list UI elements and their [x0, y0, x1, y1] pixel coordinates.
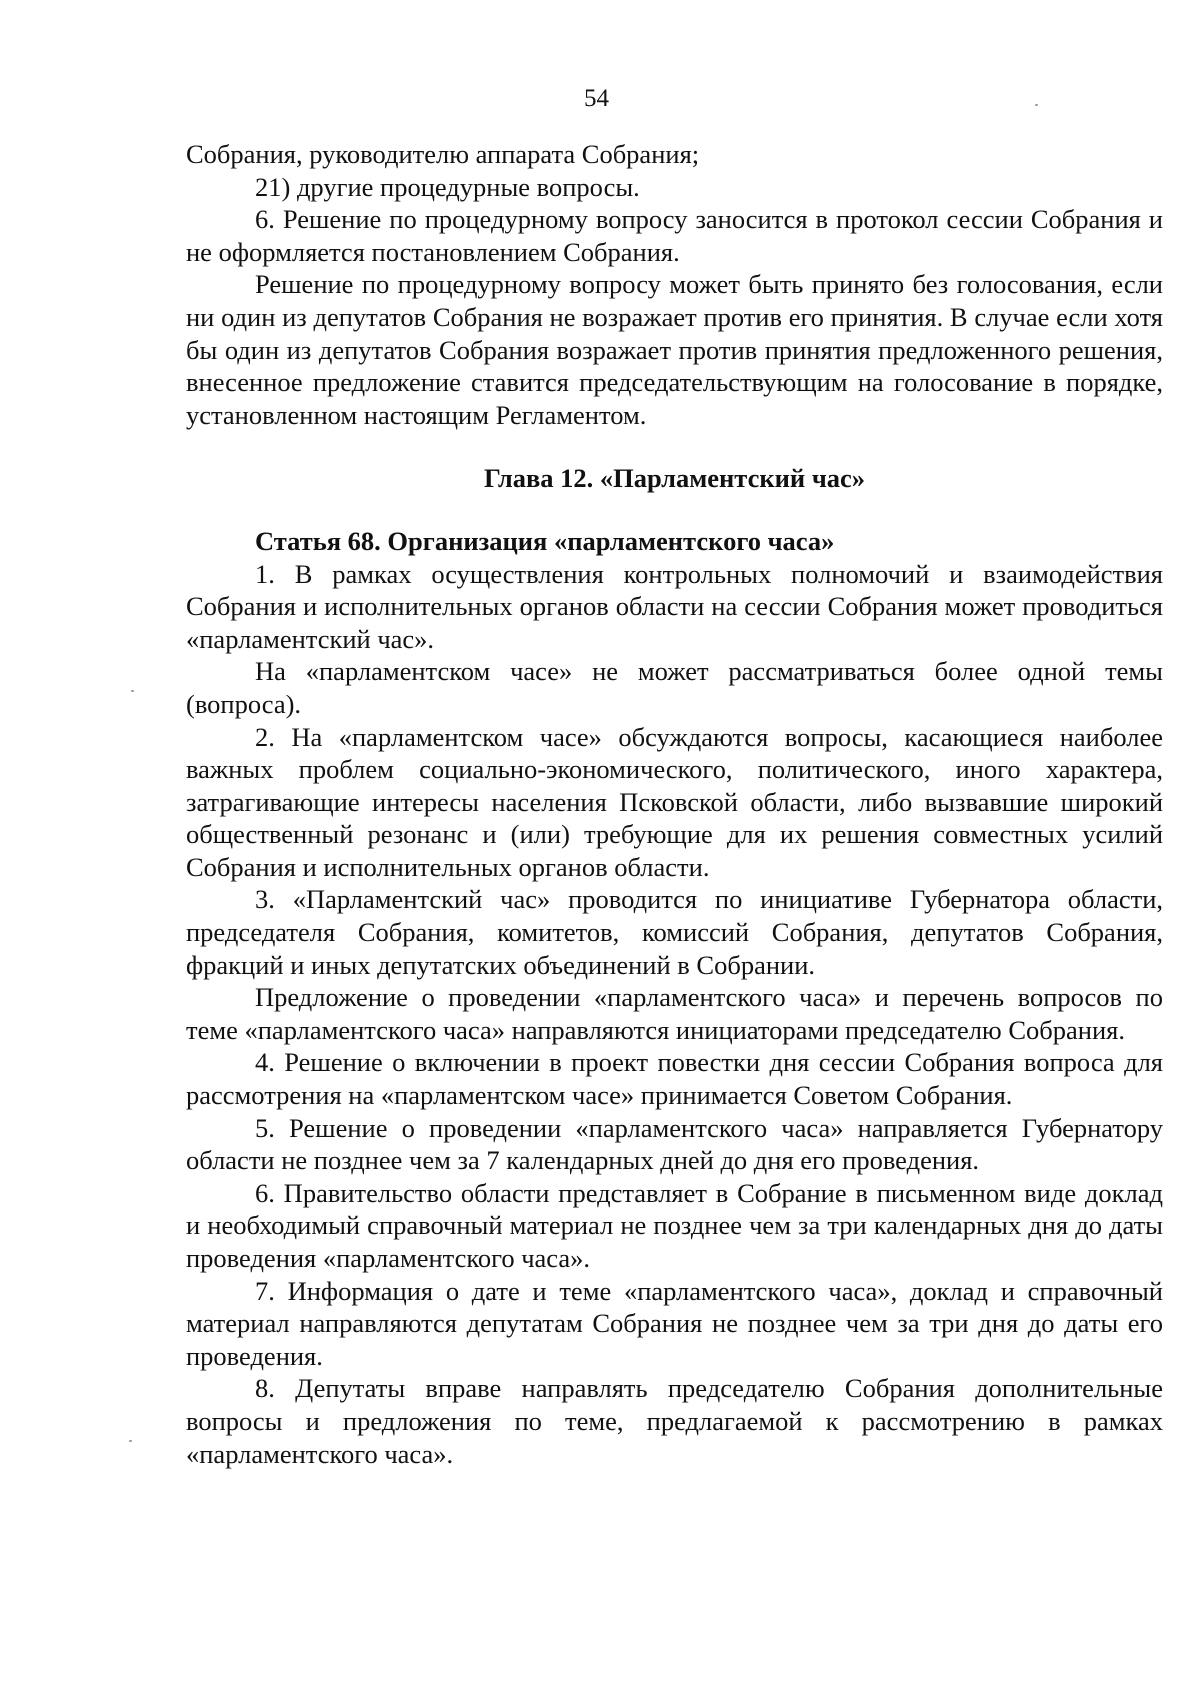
scan-speck [129, 1440, 132, 1442]
page-number: 54 [584, 85, 609, 112]
chapter-title: Глава 12. «Парламентский час» [483, 463, 866, 494]
paragraph: 4. Решение о включении в проект повестки дня сессии Собрания вопроса для рассмотрения на «парламентском часе» принимается Советом Собрания. [186, 1047, 1163, 1111]
paragraph: Предложение о проведении «парламентского часа» и перечень вопросов по теме «парламентского часа» направляются инициаторами председателю Собрания. [186, 982, 1163, 1045]
paragraph: 6. Правительство области представляет в Собрание в письменном виде доклад и необходимый справочный материал не позднее чем за три календарных дня до даты проведения «парламентского часа». [186, 1177, 1163, 1273]
paragraph: 2. На «парламентском часе» обсуждаются вопросы, касающиеся наиболее важных проблем социально-экономического, политического, иного характера, затрагивающие интересы населения Псковской области, либо вызвавшие широкий общественный резонанс и (или) требующие для их решения совместных усилий Собрания и исполнительных органов области. [186, 721, 1163, 882]
paragraph: 21) другие процедурные вопросы. [255, 171, 640, 202]
paragraph: 3. «Парламентский час» проводится по инициативе Губернатора области, председателя Собрания, комитетов, комиссий Собрания, депутатов Собрания, фракций и иных депутатских объединений в Собрании. [186, 884, 1163, 980]
document-body [186, 138, 1163, 1470]
paragraph: Решение по процедурному вопросу может быть принято без голосования, если ни один из депутатов Собрания не возражает против его принятия. В случае если хотя бы один из депутатов Собрания возражает против принятия предложенного решения, внесенное предложение ставится председательствующим на голосование в порядке, установленном настоящим Регламентом. [186, 269, 1163, 430]
paragraph: Собрания, руководителю аппарата Собрания; [186, 139, 700, 169]
scan-speck [131, 690, 134, 692]
paragraph: 5. Решение о проведении «парламентского часа» направляется Губернатору области не позднее чем за 7 календарных дней до дня его проведения. [186, 1112, 1163, 1176]
paragraph: 7. Информация о дате и теме «парламентского часа», доклад и справочный материал направляются депутатам Собрания не позднее чем за три дня до даты его проведения. [186, 1275, 1163, 1371]
scan-speck [1035, 104, 1038, 106]
article-title: Статья 68. Организация «парламентского часа» [255, 525, 835, 556]
paragraph: 6. Решение по процедурному вопросу заносится в протокол сессии Собрания и не оформляется постановлением Собрания. [186, 204, 1163, 267]
paragraph: 1. В рамках осуществления контрольных полномочий и взаимодействия Собрания и исполнительных органов области на сессии Собрания может проводиться «парламентский час». [186, 558, 1163, 654]
paragraph: На «парламентском часе» не может рассматриваться более одной темы (вопроса). [186, 656, 1163, 719]
paragraph: 8. Депутаты вправе направлять председателю Собрания дополнительные вопросы и предложения по теме, предлагаемой к рассмотрению в рамках «парламентского часа». [186, 1373, 1163, 1469]
